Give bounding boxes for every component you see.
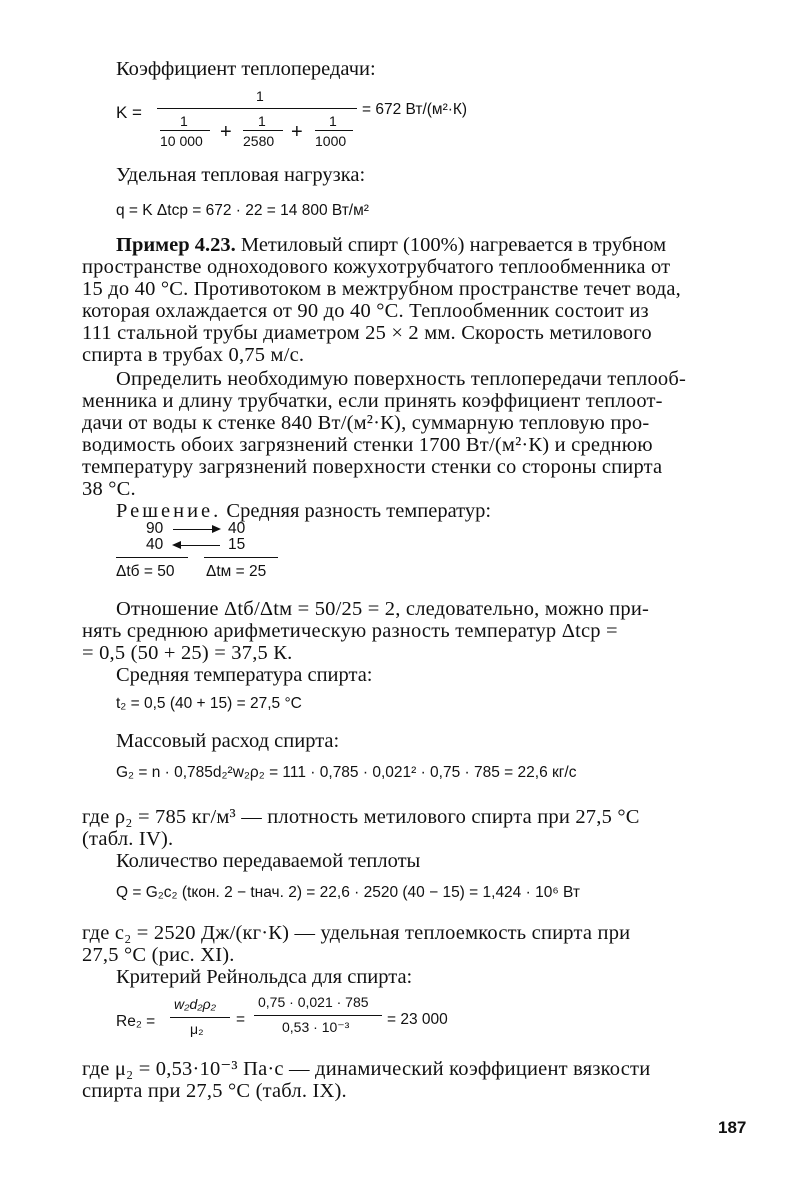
re-f2-den: 0,53 · 10⁻³ [282, 1019, 350, 1035]
mu-note-line-2: спирта при 27,5 °С (табл. IX). [82, 1080, 347, 1102]
scheme-row1-right: 40 [228, 520, 246, 537]
dt-big: Δtб = 50 [116, 563, 175, 580]
scheme-row1-left: 90 [146, 520, 164, 537]
arrow-right-head [212, 525, 221, 533]
k-t2-den: 2580 [243, 133, 275, 149]
g2-formula: G₂ = n · 0,785d₂²w₂ρ₂ = 111 · 0,785 · 0,021² · 0,75 · 785 = 22,6 кг/с [116, 764, 577, 781]
example-line-3: 15 до 40 °С. Противотоком в межтрубном пространстве течет вода, [82, 278, 681, 300]
arrow-right [173, 529, 213, 530]
scheme-row2-right: 15 [228, 536, 246, 553]
rho-note-line-1: где ρ₂ = 785 кг/м³ — плотность метилового спирта при 27,5 °С [82, 806, 640, 828]
example-line-2: пространстве одноходового кожухотрубчатого теплообменника от [82, 256, 671, 278]
task-line-3: дачи от воды к стенке 840 Вт/(м²·К), суммарную тепловую про- [82, 412, 650, 434]
k-t1-num: 1 [180, 113, 188, 129]
scheme-bar-right [204, 557, 278, 558]
ratio-line-2: нять среднюю арифметическую разность температур Δtср = [82, 620, 618, 642]
task-line-2: менника и длину трубчатки, если принять коэффициент теплоот- [82, 390, 663, 412]
heading-heat-load: Удельная тепловая нагрузка: [116, 164, 366, 186]
ratio-line-1: Отношение Δtб/Δtм = 50/25 = 2, следовательно, можно при- [116, 598, 650, 620]
task-line-1: Определить необходимую поверхность теплопередачи теплооб- [116, 368, 687, 390]
re-f2-bar [254, 1015, 382, 1016]
example-label: Пример 4.23. [116, 234, 236, 256]
scheme-row2-left: 40 [146, 536, 164, 553]
k-plus2: + [291, 121, 303, 143]
example-line-5: 111 стальной трубы диаметром 25 × 2 мм. Скорость метилового [82, 322, 652, 344]
k-numerator: 1 [256, 88, 264, 104]
c-note-line-2: 27,5 °С (рис. XI). [82, 944, 235, 966]
ratio-line-3: = 0,5 (50 + 25) = 37,5 К. [82, 642, 293, 664]
q-formula: q = K Δtср = 672 · 22 = 14 800 Вт/м² [116, 202, 369, 219]
example-line-1: Пример 4.23. Метиловый спирт (100%) нагревается в трубном [116, 234, 667, 256]
k-t3-num: 1 [329, 113, 337, 129]
heading-mean-temperature: Средняя температура спирта: [116, 664, 373, 686]
k-t1-bar [160, 130, 210, 131]
task-line-6: 38 °С. [82, 478, 136, 500]
k-t3-bar [315, 130, 353, 131]
re-eq: = [236, 1011, 246, 1028]
k-main-bar [157, 108, 357, 109]
k-lhs: K = [116, 103, 142, 122]
k-t1-den: 10 000 [160, 133, 203, 149]
arrow-left [180, 545, 220, 546]
mu-note-line-1: где μ₂ = 0,53·10⁻³ Па·с — динамический коэффициент вязкости [82, 1058, 651, 1080]
heading-heat-amount: Количество передаваемой теплоты [116, 850, 421, 872]
k-t2-num: 1 [258, 113, 266, 129]
page-number: 187 [718, 1118, 747, 1137]
example-line-4: которая охлаждается от 90 до 40 °С. Теплообменник состоит из [82, 300, 649, 322]
rho-note-line-2: (табл. IV). [82, 828, 174, 850]
q2-formula: Q = G₂c₂ (tкон. 2 − tнач. 2) = 22,6 · 2520 (40 − 15) = 1,424 · 10⁶ Вт [116, 884, 580, 901]
re-f1-num: w₂d₂ρ₂ [174, 996, 216, 1012]
example-line-6: спирта в трубах 0,75 м/с. [82, 344, 305, 366]
task-line-5: температуру загрязнений поверхности стенки со стороны спирта [82, 456, 663, 478]
k-t3-den: 1000 [315, 133, 347, 149]
k-t2-bar [243, 130, 283, 131]
re-lhs: Re₂ = [116, 1013, 156, 1030]
re-f1-bar [170, 1017, 230, 1018]
heading-heat-transfer-coefficient: Коэффициент теплопередачи: [116, 58, 376, 80]
k-result: = 672 Вт/(м²·К) [362, 101, 468, 118]
re-f2-num: 0,75 · 0,021 · 785 [258, 994, 369, 1010]
re-f1-den: μ₂ [190, 1021, 204, 1037]
dt-small: Δtм = 25 [206, 563, 267, 580]
scheme-bar-left [116, 557, 188, 558]
t2-formula: t₂ = 0,5 (40 + 15) = 27,5 °С [116, 695, 302, 712]
heading-reynolds: Критерий Рейнольдса для спирта: [116, 966, 413, 988]
solution-line: Решение. Средняя разность температур: [116, 500, 492, 522]
re-result: = 23 000 [387, 1011, 448, 1028]
c-note-line-1: где c₂ = 2520 Дж/(кг·К) — удельная теплоемкость спирта при [82, 922, 631, 944]
heading-mass-flow: Массовый расход спирта: [116, 730, 340, 752]
solution-label: Решение. [116, 500, 222, 522]
k-plus1: + [220, 121, 232, 143]
task-line-4: водимость обоих загрязнений стенки 1700 Вт/(м²·К) и среднюю [82, 434, 653, 456]
